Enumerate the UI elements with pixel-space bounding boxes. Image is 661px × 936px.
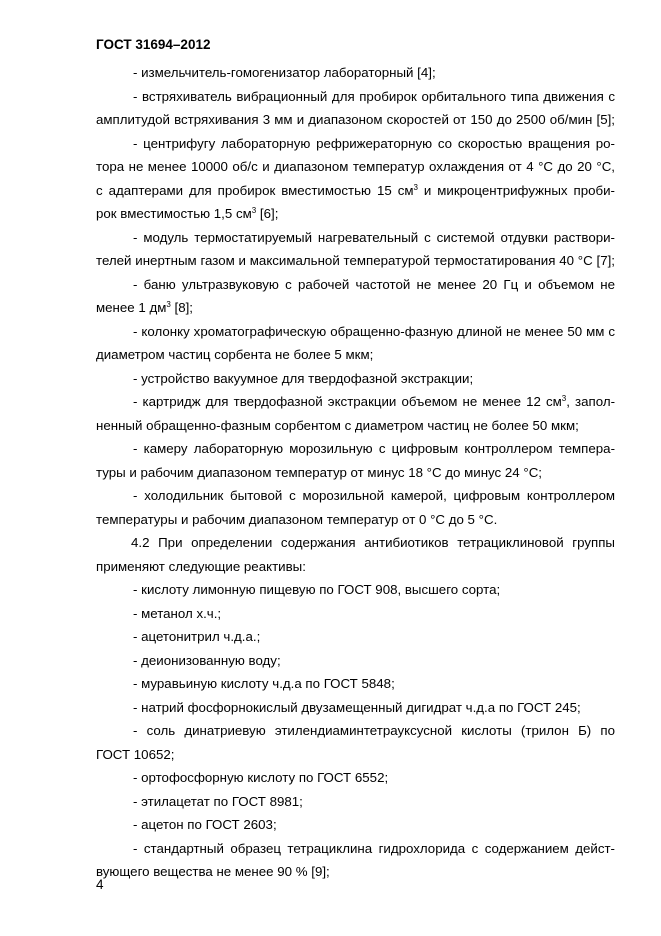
list-item: - модуль термостатируемый нагревательный с системой отдувки раствори- — [133, 229, 615, 245]
list-item: - устройство вакуумное для твердофазной экстракции; — [133, 370, 474, 386]
list-item: - баню ультразвуковую с рабочей частотой не менее 20 Гц и объемом не — [133, 276, 615, 292]
text-fragment: [8]; — [170, 300, 193, 315]
list-item: - стандартный образец тетрациклина гидрохлорида с содержанием дейст- — [133, 840, 615, 856]
text-fragment: - картридж для твердофазной экстракции объемом не менее 12 см — [133, 394, 562, 409]
list-item: - ацетонитрил ч.д.а.; — [133, 629, 261, 644]
list-item: - встряхиватель вибрационный для пробирок орбитального типа движения с — [133, 88, 615, 104]
text-line: температуры и рабочим диапазоном температур от 0 °С до 5 °С. — [96, 511, 498, 527]
text-line: применяют следующие реактивы: — [96, 558, 306, 574]
section-paragraph: 4.2 При определении содержания антибиотиков тетрациклиновой группы — [131, 535, 615, 550]
list-item: - ортофосфорную кислоту по ГОСТ 6552; — [133, 770, 389, 785]
document-header: ГОСТ 31694–2012 — [96, 37, 211, 52]
text-line: туры и рабочим диапазоном температур от минус 18 °С до минус 24 °С; — [96, 464, 542, 480]
text-fragment: и микроцентрифужных проби- — [417, 182, 615, 198]
text-line: вующего вещества не менее 90 % [9]; — [96, 864, 330, 879]
list-item: - натрий фосфорнокислый двузамещенный дигидрат ч.д.а по ГОСТ 245; — [133, 699, 581, 715]
text-fragment: менее 1 дм — [96, 300, 167, 315]
text-line: диаметром частиц сорбента не более 5 мкм; — [96, 347, 374, 362]
text-line: телей инертным газом и максимальной температурой термостатирования 40 °С [7]; — [96, 253, 615, 268]
list-item: - деионизованную воду; — [133, 652, 281, 668]
text-fragment: , запол- — [566, 394, 616, 409]
superscript: 3 — [561, 394, 567, 403]
text-line — [96, 179, 615, 203]
text-line — [96, 202, 615, 226]
text-fragment: с адаптерами для пробирок вместимостью 15 см — [96, 182, 414, 198]
list-item: - этилацетат по ГОСТ 8981; — [133, 793, 303, 809]
list-item: - измельчитель-гомогенизатор лабораторный [4]; — [133, 65, 436, 80]
text-line: амплитудой встряхивания 3 мм и диапазоном скоростей от 150 до 2500 об/мин [5]; — [96, 112, 615, 127]
text-fragment: рок вместимостью 1,5 см — [96, 206, 252, 221]
list-item: - центрифугу лабораторную рефрижераторную со скоростью вращения ро- — [133, 135, 615, 151]
list-item: - холодильник бытовой с морозильной камерой, цифровым контроллером — [133, 488, 615, 503]
page-number: 4 — [96, 877, 104, 892]
list-item: - ацетон по ГОСТ 2603; — [133, 817, 277, 832]
list-item: - камеру лабораторную морозильную с цифровым контроллером темпера- — [133, 441, 615, 456]
text-fragment: [6]; — [256, 206, 279, 221]
text-line: тора не менее 10000 об/с и диапазоном температур охлаждения от 4 °С до 20 °С, — [96, 159, 615, 174]
text-line — [96, 296, 615, 320]
text-line: ненный обращенно-фазным сорбентом с диаметром частиц не более 50 мкм; — [96, 417, 579, 433]
list-item: - метанол х.ч.; — [133, 605, 222, 621]
superscript: 3 — [413, 182, 418, 192]
document-body — [96, 61, 615, 884]
superscript: 3 — [166, 300, 171, 309]
list-item: - колонку хроматографическую обращенно-фазную длиной не менее 50 мм с — [133, 323, 615, 339]
list-item — [96, 390, 615, 414]
list-item: - муравьиную кислоту ч.д.а по ГОСТ 5848; — [133, 676, 395, 691]
superscript: 3 — [251, 206, 257, 215]
list-item: - соль динатриевую этилендиаминтетрауксусной кислоты (трилон Б) по — [133, 723, 615, 738]
list-item: - кислоту лимонную пищевую по ГОСТ 908, высшего сорта; — [133, 582, 501, 597]
text-line: ГОСТ 10652; — [96, 746, 175, 762]
